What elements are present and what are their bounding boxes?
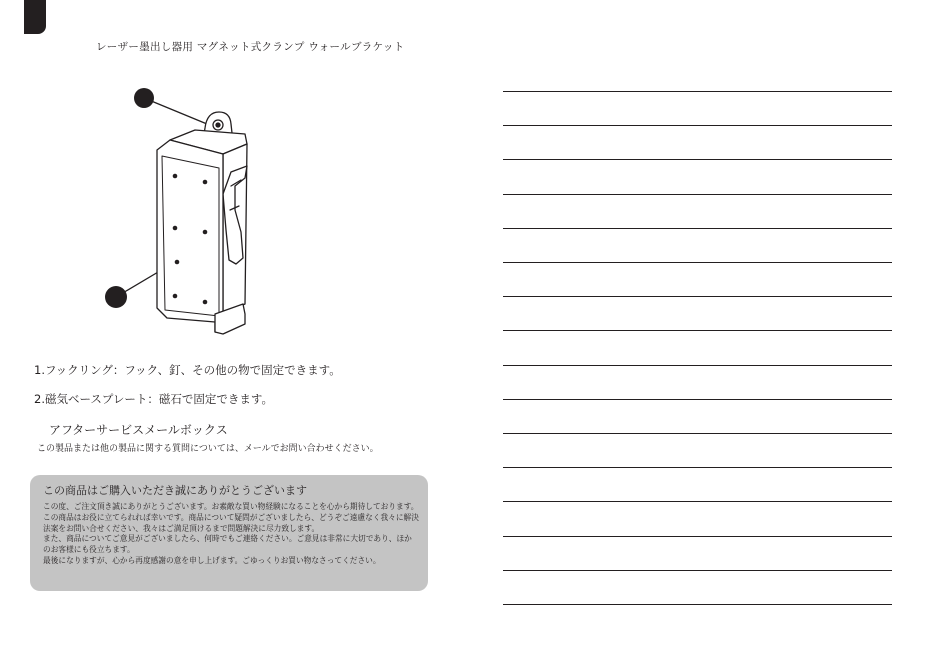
- thank-you-heading: この商品はご購入いただき誠にありがとうございます: [43, 484, 307, 497]
- note-line: [503, 159, 892, 160]
- note-line: [503, 570, 892, 571]
- page-title: レーザー墨出し器用 マグネット式クランプ ウォールブラケット: [96, 41, 405, 53]
- thank-you-body: [43, 502, 419, 567]
- note-line: [503, 91, 892, 92]
- thank-you-paragraph: この度、ご注文頂き誠にありがとうございます。お素敵な買い物経験になることを心から期待しております。: [43, 502, 419, 511]
- note-line: [503, 604, 892, 605]
- note-line: [503, 125, 892, 126]
- note-line: [503, 501, 892, 502]
- note-line: [503, 228, 892, 229]
- magnetic-base-plate: [157, 140, 223, 332]
- note-line: [503, 399, 892, 400]
- note-line: [503, 194, 892, 195]
- note-line: [503, 330, 892, 331]
- thank-you-paragraph: また、商品についてご意見がございましたら、何時でもご連絡ください。ご意見は非常に大切であり、ほかのお客様にも役立ちます。: [43, 534, 412, 555]
- thank-you-box: [30, 475, 428, 591]
- callout-marker-2: [105, 286, 127, 308]
- note-line: [503, 433, 892, 434]
- feature-magnetic-base: 2.磁気ベースプレート：磁石で固定できます。: [34, 392, 274, 406]
- thank-you-paragraph: この商品はお役に立てられれば幸いです。商品について疑問がございましたら、どうぞご遠慮なく我々に解決法案をお問い合せください、我々はご満足頂けるまで問題解決に尽力致します。: [43, 512, 419, 533]
- note-line: [503, 536, 892, 537]
- support-text: この製品または他の製品に関する質問については、メールでお問い合わせください。: [37, 444, 379, 454]
- feature-hook-ring: 1.フックリング：フック、釘、その他の物で固定できます。: [34, 363, 341, 377]
- note-line: [503, 365, 892, 366]
- page-tab-marker: [24, 0, 46, 34]
- thank-you-paragraph: 最後になりますが、心から再度感謝の意を申し上げます。ごゆっくりお買い物なさってください。: [43, 555, 381, 565]
- note-line: [503, 262, 892, 263]
- callout-leader-1: [144, 98, 207, 124]
- note-line: [503, 467, 892, 468]
- support-heading: アフターサービスメールボックス: [49, 423, 228, 437]
- callout-marker-1: [134, 88, 154, 108]
- note-line: [503, 296, 892, 297]
- magnetic-bracket-illustration: [95, 82, 265, 342]
